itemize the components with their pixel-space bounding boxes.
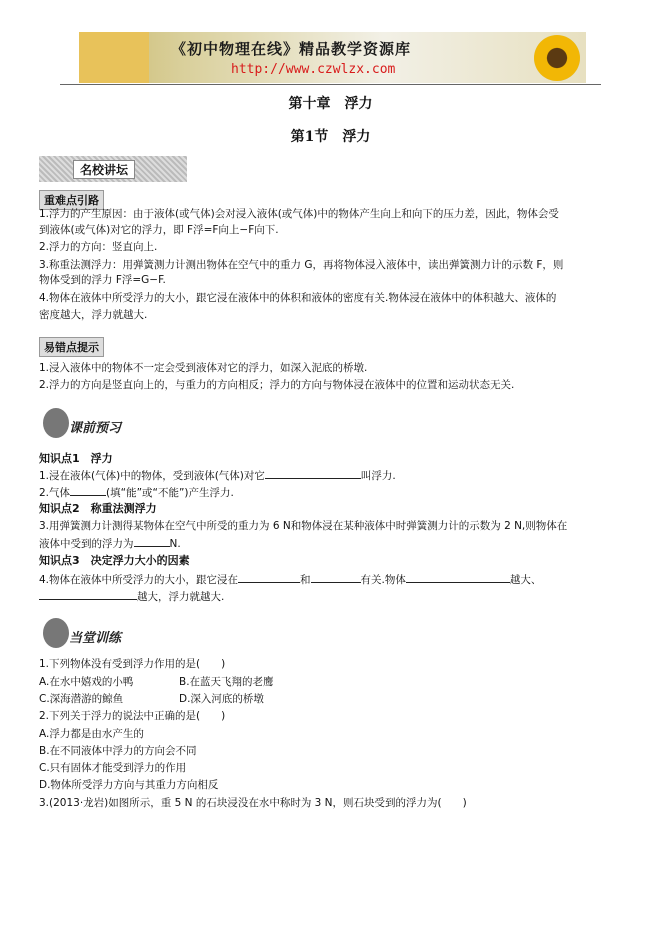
mc1-option-b[interactable]: B.在蓝天飞翔的老鹰	[179, 676, 274, 688]
chapter-title: 第十章 浮力	[288, 96, 373, 112]
question-4-line-1: 4.物体在液体中所受浮力的大小，跟它浸在 和 有关.物体 越大、	[39, 571, 629, 588]
error-line-1: 1.浸入液体中的物体不一定会受到液体对它的浮力，如深入泥底的桥墩.	[39, 362, 368, 374]
mc1-option-d[interactable]: D.深入河底的桥墩	[179, 693, 264, 705]
question-3-line-2: 液体中受到的浮力为 N.	[39, 535, 629, 552]
logo-icon	[79, 32, 149, 83]
preview-label: 课前预习	[69, 421, 122, 436]
key-line-3: 2.浮力的方向：竖直向上.	[39, 241, 158, 253]
answer-blank[interactable]	[265, 467, 361, 479]
error-line-2: 2.浮力的方向是竖直向上的，与重力的方向相反；浮力的方向与物体浸在液体中的位置和运动状态无关.	[39, 379, 515, 391]
key-line-2: 到液体(或气体)对它的浮力，即 F浮=F向上−F向下.	[39, 224, 279, 236]
section-title: 第1节 浮力	[290, 129, 371, 145]
answer-blank[interactable]	[134, 535, 170, 547]
header-banner	[79, 32, 586, 83]
knowledge-point-2: 知识点2 称重法测浮力	[39, 502, 157, 515]
key-line-7: 密度越大，浮力就越大.	[39, 309, 148, 321]
mc1-option-a[interactable]: A.在水中嬉戏的小鸭	[39, 676, 134, 688]
key-points-tag: 重难点引路	[39, 190, 104, 210]
knowledge-point-1: 知识点1 浮力	[39, 452, 113, 465]
key-line-4: 3.称重法测浮力：用弹簧测力计测出物体在空气中的重力 G，再将物体浸入液体中，读出弹簧测力计的示数 F，则	[39, 259, 564, 271]
question-4-line-2: 越大，浮力就越大.	[39, 588, 629, 605]
mascot-icon	[43, 618, 69, 648]
mc1-options-row-1	[39, 675, 629, 690]
mc2-option-d[interactable]: D.物体所受浮力方向与其重力方向相反	[39, 779, 219, 791]
banner-url[interactable]: http://www.czwlzx.com	[231, 62, 396, 77]
answer-blank[interactable]	[39, 588, 137, 600]
master-tag-label: 名校讲坛	[73, 160, 135, 179]
mc2-option-c[interactable]: C.只有固体才能受到浮力的作用	[39, 762, 187, 774]
answer-blank[interactable]	[311, 571, 361, 583]
key-line-5: 物体受到的浮力 F浮=G−F.	[39, 274, 166, 286]
mc-question-3: 3.(2013·龙岩)如图所示，重 5 N 的石块浸没在水中称时为 3 N，则石块受到的浮力为( )	[39, 797, 467, 809]
key-line-1: 1.浮力的产生原因：由于液体(或气体)会对浸入液体(或气体)中的物体产生向上和向下的压力差，因此，物体会受	[39, 208, 559, 220]
preview-section-icon	[39, 404, 149, 444]
key-line-6: 4.物体在液体中所受浮力的大小，跟它浸在液体中的体积和液体的密度有关.物体浸在液体中的体积越大、液体的	[39, 292, 557, 304]
error-tips-tag: 易错点提示	[39, 337, 104, 357]
question-1: 1.浸在液体(气体)中的物体，受到液体(气体)对它 叫浮力.	[39, 467, 629, 484]
banner-title: 《初中物理在线》精品教学资源库	[171, 40, 412, 58]
mc2-option-b[interactable]: B.在不同液体中浮力的方向会不同	[39, 745, 197, 757]
mc2-option-a[interactable]: A.浮力都是由水产生的	[39, 728, 144, 740]
practice-section-icon	[39, 614, 149, 654]
question-3-line-1: 3.用弹簧测力计测得某物体在空气中所受的重力为 6 N和物体浸在某种液体中时弹簧测力计的示数为 2 N,则物体在	[39, 520, 568, 532]
answer-blank[interactable]	[238, 571, 300, 583]
header-divider	[60, 84, 601, 85]
mc-question-2: 2.下列关于浮力的说法中正确的是( )	[39, 710, 226, 722]
knowledge-point-3: 知识点3 决定浮力大小的因素	[39, 554, 190, 567]
master-tag	[39, 156, 187, 182]
mc1-option-c[interactable]: C.深海潜游的鲸鱼	[39, 693, 124, 705]
answer-blank[interactable]	[406, 571, 510, 583]
mc-question-1: 1.下列物体没有受到浮力作用的是( )	[39, 658, 226, 670]
mc1-options-row-2	[39, 692, 629, 707]
sunflower-icon	[534, 35, 580, 81]
answer-blank[interactable]	[70, 484, 106, 496]
practice-label: 当堂训练	[69, 631, 122, 646]
mascot-icon	[43, 408, 69, 438]
question-2: 2.气体 (填“能”或“不能”)产生浮力.	[39, 484, 629, 501]
